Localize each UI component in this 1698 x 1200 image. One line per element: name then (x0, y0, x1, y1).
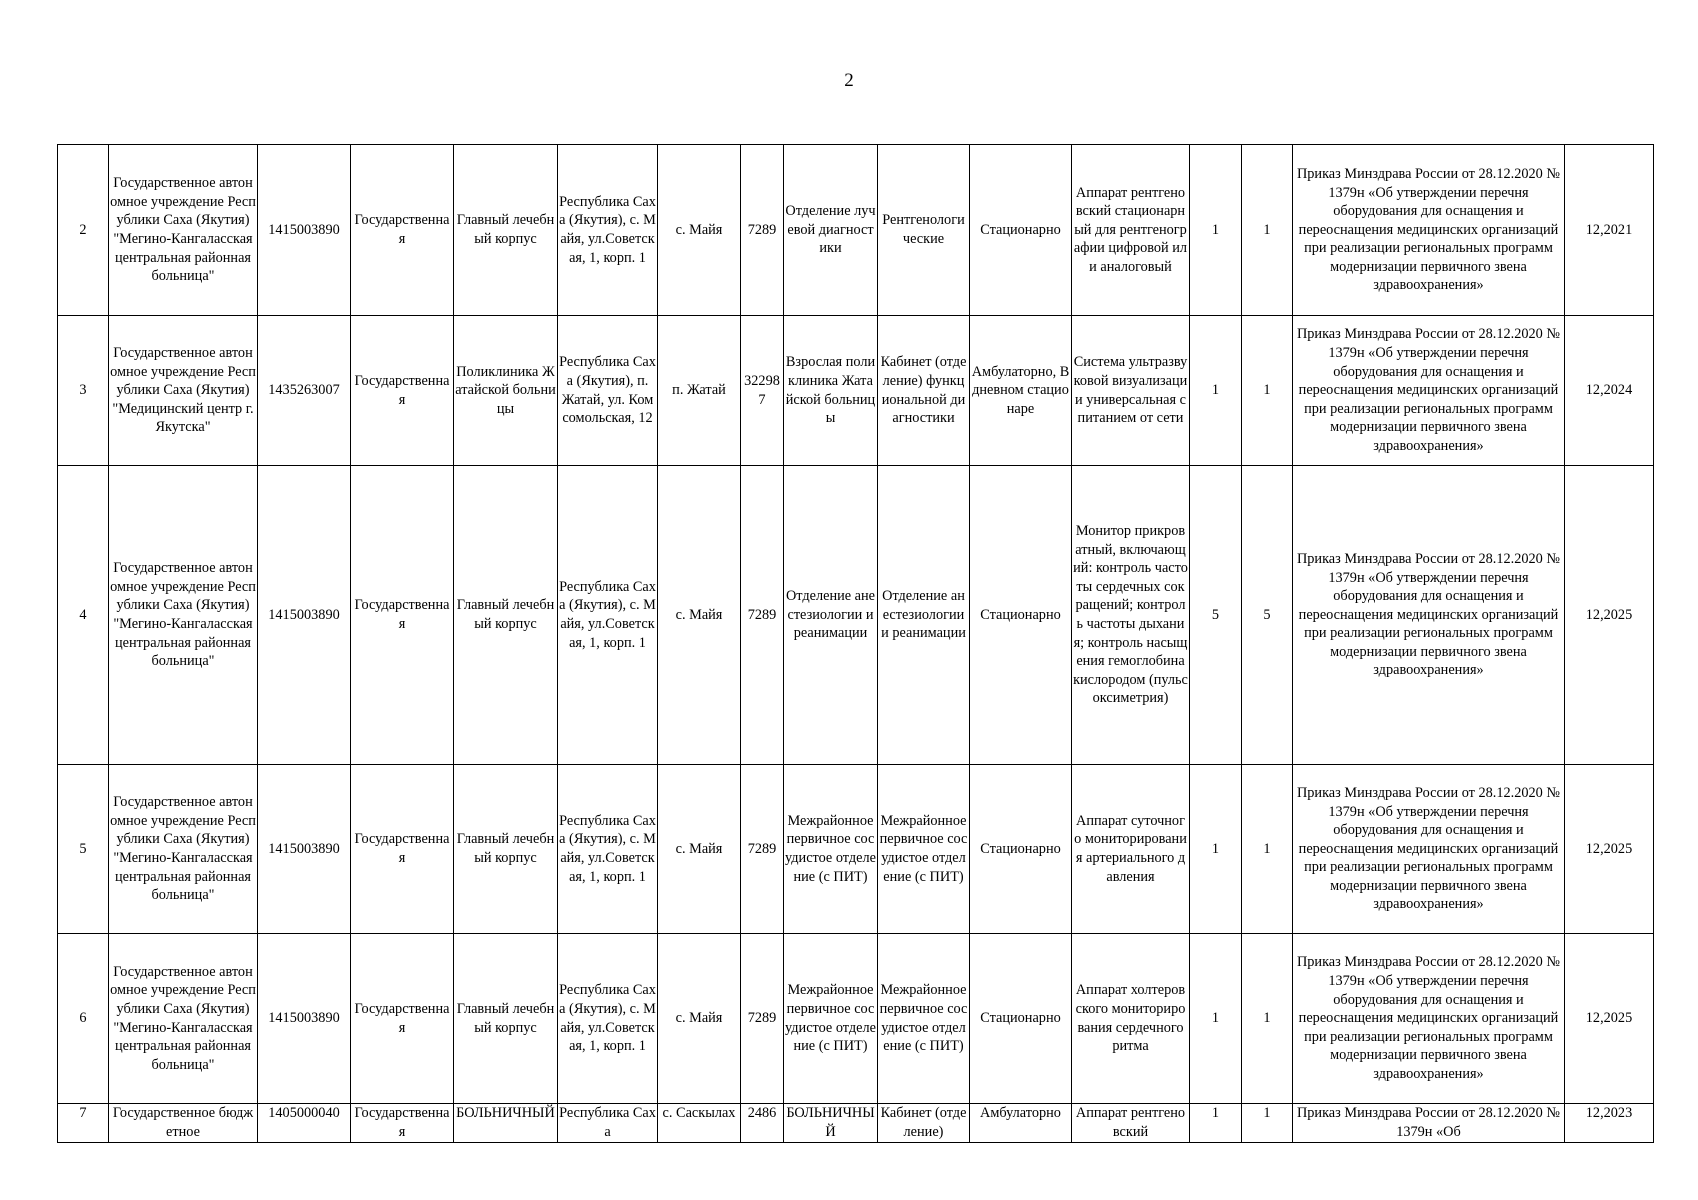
cell-qty-b: 1 (1242, 316, 1293, 466)
cell-date: 12,2024 (1565, 316, 1654, 466)
cell-building: Поликлиника Жатайской больницы (454, 316, 558, 466)
cell-organization: Государственное автономное учреждение Республики Саха (Якутия) "Мегино-Кангаласская центральная районная больница" (109, 145, 258, 316)
cell-address: Республика Саха (Якутия), п. Жатай, ул. Комсомольская, 12 (558, 316, 658, 466)
cell-settlement: с. Майя (658, 145, 741, 316)
cell-department: Межрайонное первичное сосудистое отделение (с ПИТ) (784, 934, 878, 1104)
cell-department: Отделение лучевой диагностики (784, 145, 878, 316)
cell-population: 2486 (741, 1104, 784, 1143)
cell-order: Приказ Минздрава России от 28.12.2020 № 1379н «Об утверждении перечня оборудования для оснащения и переоснащения медицинских организаций при реализации региональных программ модернизации первичного звена здравоохранения» (1293, 316, 1565, 466)
cell-population: 7289 (741, 466, 784, 765)
cell-ownership: Государственная (351, 145, 454, 316)
cell-population: 7289 (741, 765, 784, 934)
cell-date: 12,2023 (1565, 1104, 1654, 1143)
cell-building: Главный лечебный корпус (454, 145, 558, 316)
cell-num: 3 (58, 316, 109, 466)
table-row (58, 765, 1654, 934)
cell-unit: Межрайонное первичное сосудистое отделение (с ПИТ) (878, 765, 970, 934)
cell-order: Приказ Минздрава России от 28.12.2020 № 1379н «Об (1293, 1104, 1565, 1143)
cell-care-form: Стационарно (970, 145, 1072, 316)
cell-department: БОЛЬНИЧНЫЙ (784, 1104, 878, 1143)
cell-qty-b: 1 (1242, 765, 1293, 934)
cell-inn: 1435263007 (258, 316, 351, 466)
cell-population: 7289 (741, 934, 784, 1104)
cell-qty-a: 1 (1190, 934, 1242, 1104)
cell-inn: 1415003890 (258, 765, 351, 934)
cell-equipment: Система ультразвуковой визуализации универсальная с питанием от сети (1072, 316, 1190, 466)
cell-building: Главный лечебный корпус (454, 934, 558, 1104)
cell-equipment: Монитор прикроватный, включающий: контроль частоты сердечных сокращений; контроль частоты дыхания; контроль насыщения гемоглобина кислородом (пульсоксиметрия) (1072, 466, 1190, 765)
cell-equipment: Аппарат рентгеновский (1072, 1104, 1190, 1143)
cell-address: Республика Саха (Якутия), с. Майя, ул.Советская, 1, корп. 1 (558, 934, 658, 1104)
cell-address: Республика Саха (558, 1104, 658, 1143)
cell-building: Главный лечебный корпус (454, 765, 558, 934)
cell-building: Главный лечебный корпус (454, 466, 558, 765)
cell-date: 12,2025 (1565, 765, 1654, 934)
cell-ownership: Государственная (351, 934, 454, 1104)
cell-inn: 1405000040 (258, 1104, 351, 1143)
cell-num: 4 (58, 466, 109, 765)
cell-qty-a: 5 (1190, 466, 1242, 765)
cell-care-form: Стационарно (970, 466, 1072, 765)
cell-num: 7 (58, 1104, 109, 1143)
cell-organization: Государственное бюджетное (109, 1104, 258, 1143)
cell-equipment: Аппарат суточного мониторирования артериального давления (1072, 765, 1190, 934)
cell-qty-b: 5 (1242, 466, 1293, 765)
cell-qty-a: 1 (1190, 145, 1242, 316)
cell-department: Межрайонное первичное сосудистое отделение (с ПИТ) (784, 765, 878, 934)
cell-care-form: Стационарно (970, 934, 1072, 1104)
cell-population: 322987 (741, 316, 784, 466)
cell-unit: Кабинет (отделение) функциональной диагностики (878, 316, 970, 466)
cell-department: Взрослая поликлиника Жатайской больницы (784, 316, 878, 466)
cell-address: Республика Саха (Якутия), с. Майя, ул.Советская, 1, корп. 1 (558, 765, 658, 934)
cell-num: 6 (58, 934, 109, 1104)
cell-organization: Государственное автономное учреждение Республики Саха (Якутия) "Мегино-Кангаласская центральная районная больница" (109, 765, 258, 934)
table-row (58, 316, 1654, 466)
cell-qty-b: 1 (1242, 145, 1293, 316)
cell-population: 7289 (741, 145, 784, 316)
cell-care-form: Амбулаторно, В дневном стационаре (970, 316, 1072, 466)
cell-settlement: с. Саскылах (658, 1104, 741, 1143)
table-row (58, 1104, 1654, 1143)
table-row (58, 145, 1654, 316)
cell-address: Республика Саха (Якутия), с. Майя, ул.Советская, 1, корп. 1 (558, 466, 658, 765)
cell-order: Приказ Минздрава России от 28.12.2020 № 1379н «Об утверждении перечня оборудования для оснащения и переоснащения медицинских организаций при реализации региональных программ модернизации первичного звена здравоохранения» (1293, 466, 1565, 765)
cell-settlement: с. Майя (658, 934, 741, 1104)
page-number: 2 (844, 70, 854, 91)
cell-ownership: Государственная (351, 1104, 454, 1143)
cell-date: 12,2025 (1565, 466, 1654, 765)
cell-address: Республика Саха (Якутия), с. Майя, ул.Советская, 1, корп. 1 (558, 145, 658, 316)
cell-date: 12,2021 (1565, 145, 1654, 316)
cell-settlement: с. Майя (658, 466, 741, 765)
cell-num: 5 (58, 765, 109, 934)
cell-unit: Кабинет (отделение) (878, 1104, 970, 1143)
cell-settlement: с. Майя (658, 765, 741, 934)
cell-ownership: Государственная (351, 316, 454, 466)
cell-ownership: Государственная (351, 765, 454, 934)
cell-care-form: Амбулаторно (970, 1104, 1072, 1143)
equipment-table (57, 144, 1654, 1143)
cell-order: Приказ Минздрава России от 28.12.2020 № 1379н «Об утверждении перечня оборудования для оснащения и переоснащения медицинских организаций при реализации региональных программ модернизации первичного звена здравоохранения» (1293, 145, 1565, 316)
cell-qty-b: 1 (1242, 1104, 1293, 1143)
cell-qty-a: 1 (1190, 1104, 1242, 1143)
cell-organization: Государственное автономное учреждение Республики Саха (Якутия) "Мегино-Кангаласская центральная районная больница" (109, 466, 258, 765)
cell-qty-a: 1 (1190, 316, 1242, 466)
cell-unit: Межрайонное первичное сосудистое отделение (с ПИТ) (878, 934, 970, 1104)
cell-qty-a: 1 (1190, 765, 1242, 934)
table-row (58, 934, 1654, 1104)
cell-organization: Государственное автономное учреждение Республики Саха (Якутия) "Мегино-Кангаласская центральная районная больница" (109, 934, 258, 1104)
cell-inn: 1415003890 (258, 466, 351, 765)
cell-department: Отделение анестезиологии и реанимации (784, 466, 878, 765)
cell-settlement: п. Жатай (658, 316, 741, 466)
cell-date: 12,2025 (1565, 934, 1654, 1104)
cell-equipment: Аппарат холтеровского мониторирования сердечного ритма (1072, 934, 1190, 1104)
cell-order: Приказ Минздрава России от 28.12.2020 № 1379н «Об утверждении перечня оборудования для оснащения и переоснащения медицинских организаций при реализации региональных программ модернизации первичного звена здравоохранения» (1293, 765, 1565, 934)
cell-num: 2 (58, 145, 109, 316)
cell-order: Приказ Минздрава России от 28.12.2020 № 1379н «Об утверждении перечня оборудования для оснащения и переоснащения медицинских организаций при реализации региональных программ модернизации первичного звена здравоохранения» (1293, 934, 1565, 1104)
cell-ownership: Государственная (351, 466, 454, 765)
cell-unit: Отделение анестезиологии и реанимации (878, 466, 970, 765)
cell-inn: 1415003890 (258, 934, 351, 1104)
cell-inn: 1415003890 (258, 145, 351, 316)
cell-qty-b: 1 (1242, 934, 1293, 1104)
cell-organization: Государственное автономное учреждение Республики Саха (Якутия) "Медицинский центр г.Якутска" (109, 316, 258, 466)
table-row (58, 466, 1654, 765)
cell-building: БОЛЬНИЧНЫЙ (454, 1104, 558, 1143)
cell-care-form: Стационарно (970, 765, 1072, 934)
cell-unit: Рентгенологические (878, 145, 970, 316)
cell-equipment: Аппарат рентгеновский стационарный для рентгенографии цифровой или аналоговый (1072, 145, 1190, 316)
